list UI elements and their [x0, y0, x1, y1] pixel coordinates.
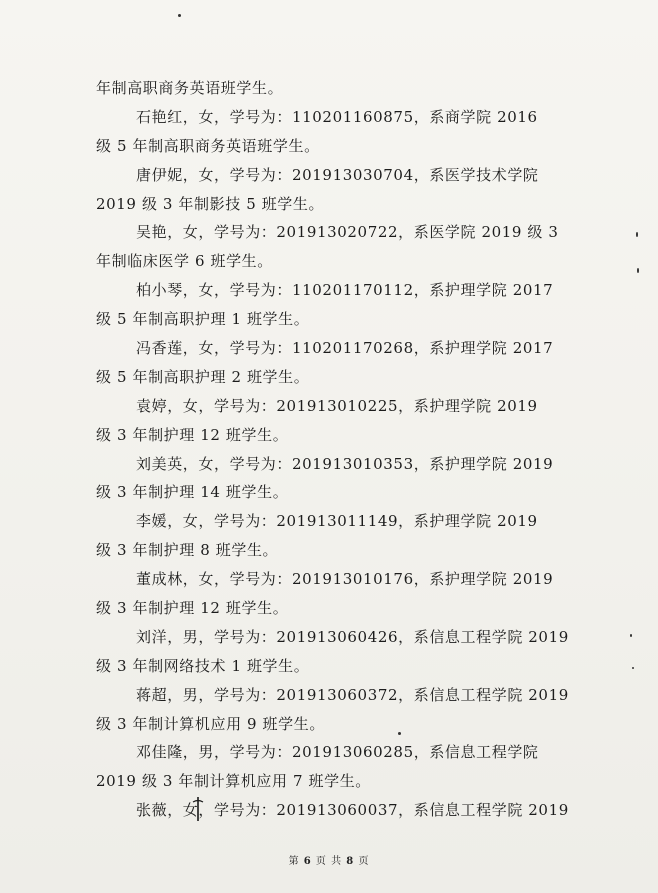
speck-mark — [636, 232, 638, 237]
speck-mark — [637, 268, 639, 273]
text-line: 级 3 年制护理 12 班学生。 — [96, 425, 289, 444]
pen-mark-icon — [191, 796, 205, 822]
page-footer-prefix: 第 — [288, 856, 300, 867]
text-line: 2019 级 3 年制计算机应用 7 班学生。 — [96, 772, 371, 791]
speck-mark — [178, 14, 181, 17]
text-line: 李媛，女，学号为：201913011149，系护理学院 2019 — [136, 512, 538, 531]
page-footer-middle: 页 共 — [315, 856, 343, 867]
text-line: 年制高职商务英语班学生。 — [96, 79, 284, 97]
text-line: 刘洋，男，学号为：201913060426，系信息工程学院 2019 — [136, 627, 569, 646]
text-line: 袁婷，女，学号为：201913010225，系护理学院 2019 — [136, 396, 538, 415]
body-text — [96, 74, 570, 825]
text-line: 级 3 年制护理 8 班学生。 — [96, 541, 279, 560]
text-line: 级 3 年制护理 12 班学生。 — [96, 599, 289, 618]
text-line: 年制临床医学 6 班学生。 — [96, 252, 273, 271]
text-line: 蒋超，男，学号为：201913060372，系信息工程学院 2019 — [136, 685, 569, 704]
page-footer — [0, 852, 658, 867]
total-page-count: 8 — [346, 856, 355, 867]
text-line: 级 3 年制护理 14 班学生。 — [96, 483, 289, 502]
text-line: 级 5 年制高职商务英语班学生。 — [96, 136, 320, 155]
text-line: 邓佳隆，男，学号为：201913060285，系信息工程学院 — [136, 743, 539, 762]
text-line: 吴艳，女，学号为：201913020722，系医学院 2019 级 3 — [136, 223, 559, 242]
text-line: 2019 级 3 年制影技 5 班学生。 — [96, 194, 325, 213]
speck-mark — [630, 634, 632, 637]
text-line: 石艳红，女，学号为：110201160875，系商学院 2016 — [136, 107, 538, 126]
text-line: 刘美英，女，学号为：201913010353，系护理学院 2019 — [136, 454, 554, 473]
text-line: 唐伊妮，女，学号为：201913030704，系医学技术学院 — [136, 165, 539, 184]
text-line: 张薇，女，学号为：201913060037，系信息工程学院 2019 — [136, 801, 569, 820]
current-page-number: 6 — [303, 856, 312, 867]
text-line: 级 3 年制计算机应用 9 班学生。 — [96, 714, 325, 733]
text-line: 董成林，女，学号为：201913010176，系护理学院 2019 — [136, 570, 554, 589]
speck-mark — [632, 667, 634, 669]
page-footer-suffix: 页 — [358, 856, 370, 867]
speck-mark — [398, 732, 401, 735]
text-line: 级 5 年制高职护理 1 班学生。 — [96, 310, 310, 329]
text-line: 级 3 年制网络技术 1 班学生。 — [96, 656, 310, 675]
text-line: 柏小琴，女，学号为：110201170112，系护理学院 2017 — [136, 281, 554, 300]
text-line: 冯香莲，女，学号为：110201170268，系护理学院 2017 — [136, 339, 554, 358]
text-line: 级 5 年制高职护理 2 班学生。 — [96, 367, 310, 386]
